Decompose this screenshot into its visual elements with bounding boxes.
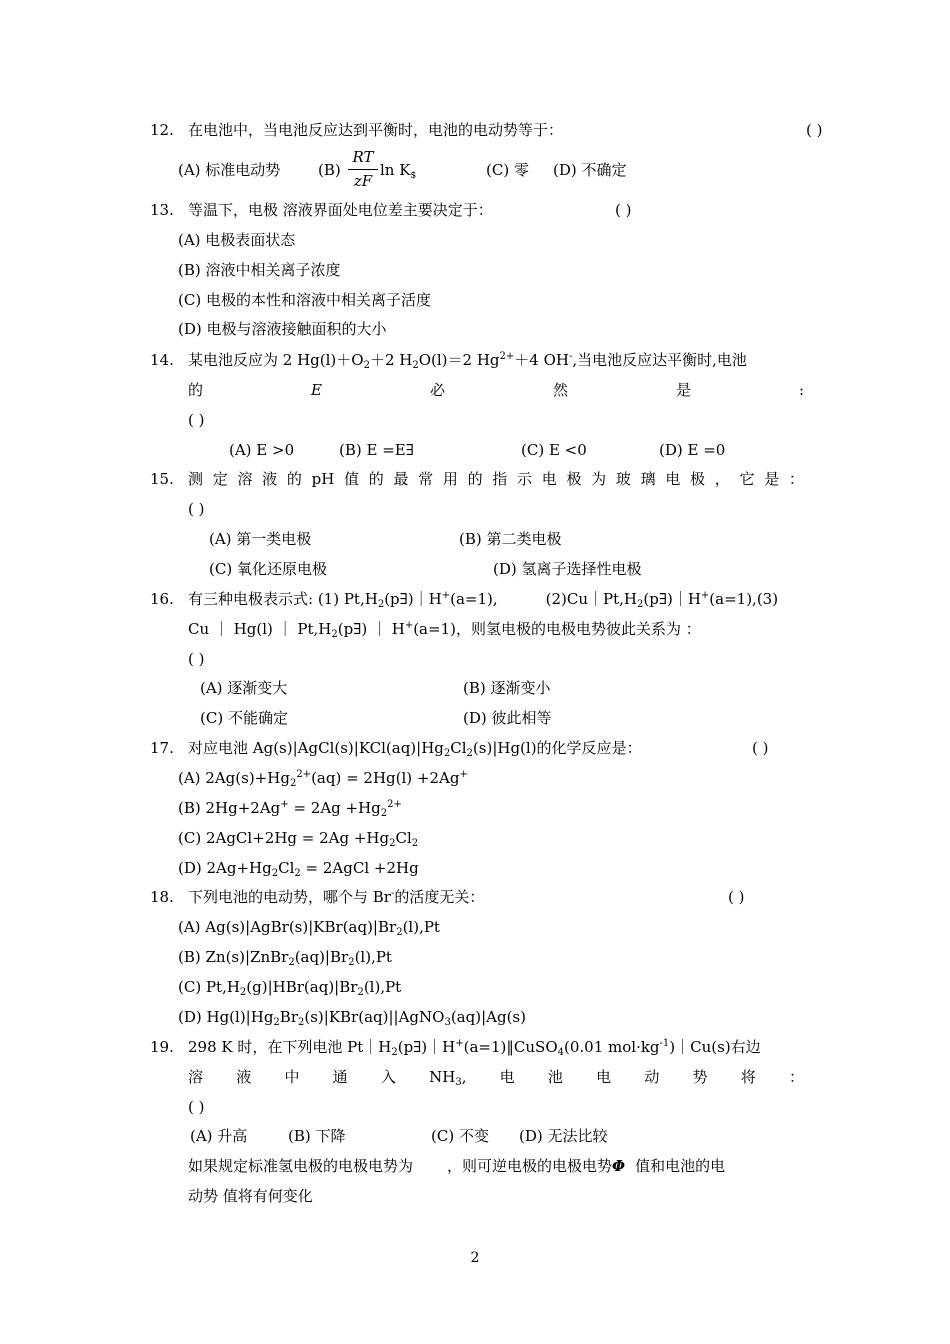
- q19-option-d: (D) 无法比较: [519, 1127, 608, 1145]
- q12-stem: 在电池中，当电池反应达到平衡时，电池的电动势等于：: [188, 121, 564, 139]
- q19-stem-line2: 溶 液 中 通 入 $NH_3$, 电 池 电 动 势 将 ：: [188, 1068, 804, 1088]
- q19-stem-line1: 298 K 时，在下列电池 $Pt|H_2(p\exists)|H^+(a=1)‖CuSO_4(0.01$ $mol\cdot kg^{-1})|Cu(s)$右边: [188, 1038, 761, 1058]
- q18-number: 18.: [150, 888, 174, 906]
- q13-stem: 等温下，电极 溶液界面处电位差主要决定于：: [188, 201, 493, 219]
- q12-option-b-numerator: RT: [352, 148, 374, 166]
- q15-stem: 测 定 溶 液 的 pH 值 的 最 常 用 的 指 示 电 极 为 玻 璃 电 极 ， 它 是 ：: [188, 470, 804, 488]
- q15-number: 15.: [150, 470, 174, 488]
- q12-option-a: (A) 标准电动势: [178, 161, 281, 179]
- q16-option-a: (A) 逐渐变大: [200, 679, 288, 697]
- q17-option-a: (A) $2Ag(s)+Hg_2^{2+}(aq) = 2Hg(l) +2Ag^+$: [178, 769, 468, 789]
- q12-option-b-denominator: zF: [353, 172, 373, 190]
- q18-option-d: (D) $Hg(l)|Hg_2Br_2(s)|KBr(aq)||AgNO_3(aq)|Ag(s)$: [178, 1008, 526, 1028]
- q15-answer-paren: ( ): [188, 500, 205, 518]
- q14-answer-paren: ( ): [188, 411, 205, 429]
- q18-answer-paren: ( ): [728, 888, 745, 906]
- q16-option-b: (B) 逐渐变小: [463, 679, 551, 697]
- q17-option-d: (D) $2Ag+Hg_2Cl_2$ = 2AgCl +2Hg: [178, 859, 419, 879]
- q15-option-b: (B) 第二类电极: [459, 530, 562, 548]
- q19-option-a: (A) 升高: [190, 1127, 248, 1145]
- q19-option-b: (B) 下降: [288, 1127, 346, 1145]
- q13-number: 13.: [150, 201, 174, 219]
- q12-option-c: (C) 零: [486, 161, 529, 179]
- q16-option-d: (D) 彼此相等: [463, 709, 552, 727]
- q19-option-c: (C) 不变: [431, 1127, 489, 1145]
- q17-option-b: (B) $2Hg+2Ag^+ = 2Ag +Hg_2^{2+}$: [178, 799, 402, 819]
- q15-option-c: (C) 氧化还原电极: [209, 560, 327, 578]
- q16-stem-line2: Cu ｜ Hg(l) ｜ $Pt,H_2(p\exists)$ ｜ H+(a=1)，则氢电极的电极电势彼此关系为 ：: [188, 620, 701, 640]
- q18-option-a: (A) $Ag(s)|AgBr(s)|KBr(aq)|Br_2(l),Pt$: [178, 918, 440, 938]
- page-number: 2: [470, 1250, 480, 1266]
- q17-answer-paren: ( ): [752, 739, 769, 757]
- q13-answer-paren: ( ): [615, 201, 632, 219]
- q13-option-d: (D) 电极与溶液接触面积的大小: [178, 320, 387, 338]
- q12-option-b-expression: $\ln K_{\$}$: [380, 161, 417, 181]
- q12-answer-paren: ( ): [806, 121, 823, 139]
- q16-number: 16.: [150, 590, 174, 608]
- q14-stem-continued: 的 E 必 然 是 :: [188, 381, 804, 399]
- q14-number: 14.: [150, 351, 174, 369]
- q15-option-d: (D) 氢离子选择性电极: [493, 560, 642, 578]
- q16-stem-line1: 有三种电极表示式: (1) $Pt,H_2(p\exists)|H^+(a=1)$, $(2)Cu|Pt,H_2(p\exists)|H^+(a=1),(3)$: [188, 590, 779, 610]
- q14-option-c: (C) E <0: [521, 441, 587, 459]
- q17-stem: 对应电池 $Ag(s)|AgCl(s)|KCl(aq)|Hg_2Cl_2(s)|Hg(l)$的化学反应是：: [188, 739, 642, 759]
- q14-stem: 某电池反应为 2 $Hg(l)+O_2+2$ $H_2O(l)=2$ $Hg^{2+}+4$ OH-,当电池反应达平衡时,电池: [188, 351, 747, 371]
- q16-option-c: (C) 不能确定: [200, 709, 288, 727]
- extra-question-line2: 动势 值将有何变化: [188, 1187, 313, 1205]
- q19-number: 19.: [150, 1038, 174, 1056]
- q18-option-c: (C) $Pt,H_2(g)|HBr(aq)|Br_2(l),Pt$: [178, 978, 402, 998]
- q14-option-b: (B) E =E∃: [339, 441, 414, 459]
- q19-answer-paren: ( ): [188, 1098, 205, 1116]
- q12-option-b-fraction-bar: [348, 169, 378, 170]
- q18-stem: 下列电池的电动势，哪个与 Br-的活度无关：: [188, 888, 485, 906]
- q17-option-c: (C) 2AgCl+2Hg = $2Ag +Hg_2Cl_2$: [178, 829, 419, 849]
- q16-answer-paren: ( ): [188, 650, 205, 668]
- q14-option-a: (A) E >0: [229, 441, 295, 459]
- q13-option-a: (A) 电极表面状态: [178, 231, 296, 249]
- q13-option-c: (C) 电极的本性和溶液中相关离子活度: [178, 291, 431, 309]
- q15-option-a: (A) 第一类电极: [209, 530, 312, 548]
- q17-number: 17.: [150, 739, 174, 757]
- q12-option-b-label: (B): [318, 161, 341, 179]
- q14-option-d: (D) E =0: [659, 441, 726, 459]
- q12-option-d: (D) 不确定: [553, 161, 627, 179]
- q13-option-b: (B) 溶液中相关离子浓度: [178, 261, 341, 279]
- extra-question-line1: 如果规定标准氢电极的电极电势为 ，则可逆电极的电极电势Φ 值和电池的电: [188, 1157, 726, 1175]
- q18-option-b: (B) $Zn(s)|ZnBr_2(aq)|Br_2(l),Pt$: [178, 948, 392, 968]
- q12-number: 12.: [150, 121, 174, 139]
